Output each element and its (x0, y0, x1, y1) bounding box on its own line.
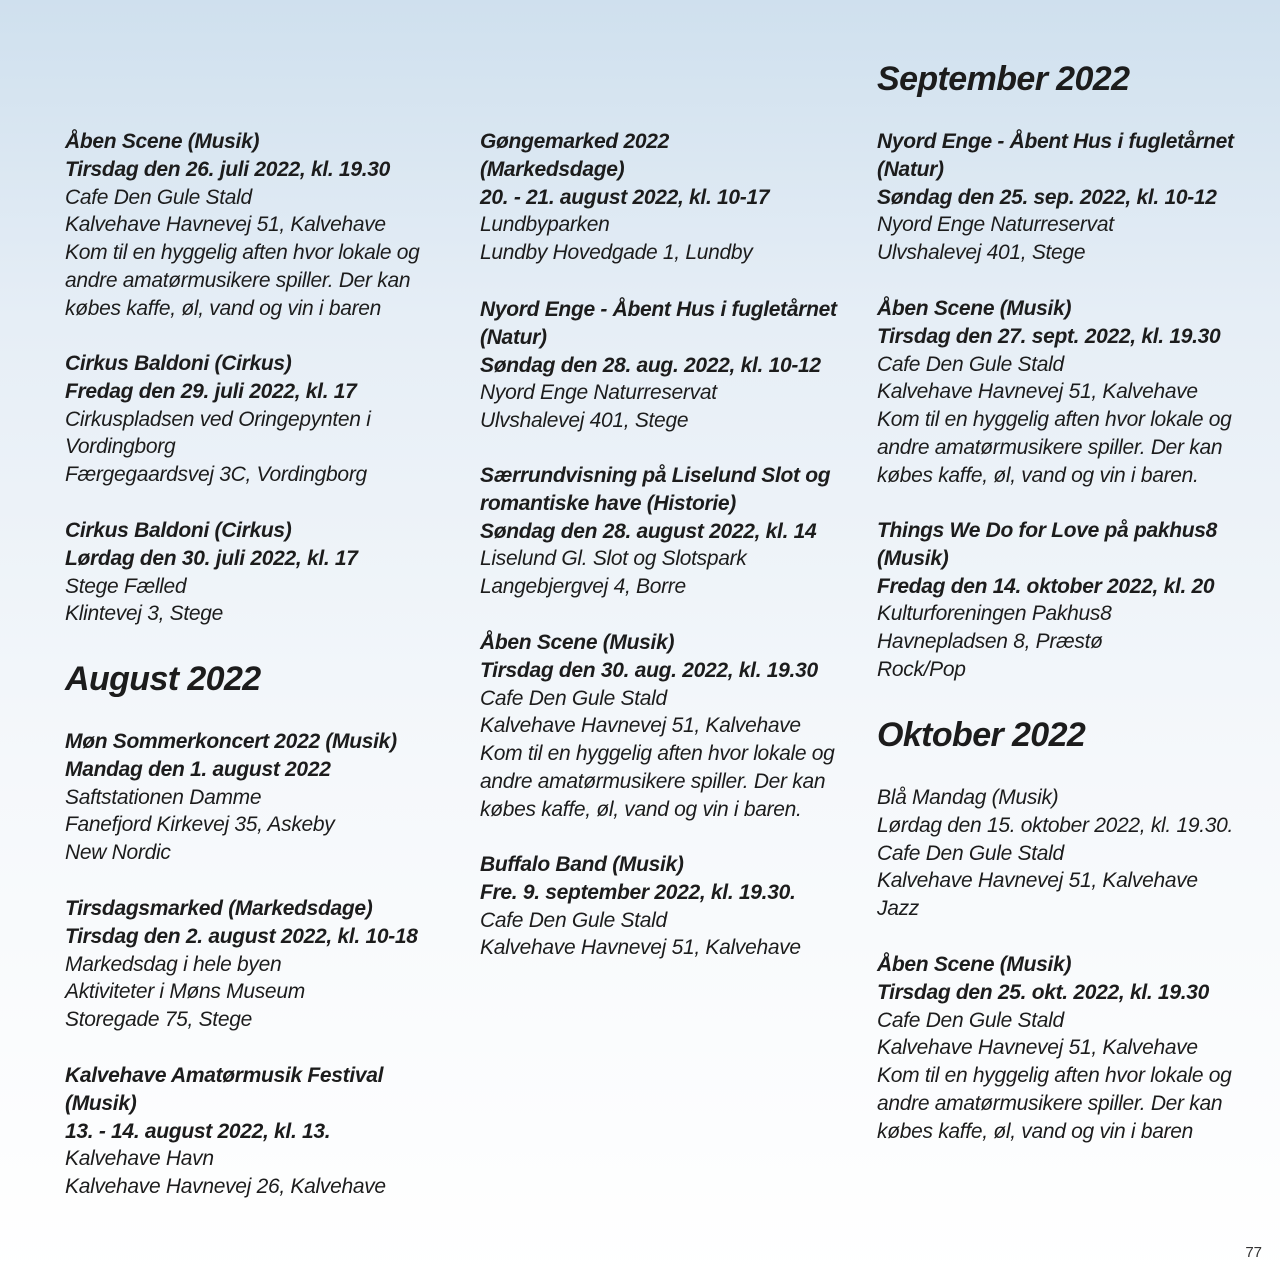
event-detail-line: New Nordic (65, 841, 171, 865)
event-entry (877, 128, 1257, 267)
event-entry (480, 629, 860, 824)
event-heading-line: Særrundvisning på Liselund Slot og (480, 464, 831, 487)
event-heading-line: Søndag den 25. sep. 2022, kl. 10-12 (877, 185, 1217, 209)
month-heading: Oktober 2022 (877, 716, 1086, 754)
event-detail-line: andre amatørmusikere spiller. Der kan (480, 769, 826, 793)
event-detail-line: købes kaffe, øl, vand og vin i baren (65, 296, 382, 320)
event-detail-line: Nyord Enge Naturreservat (480, 381, 717, 405)
event-heading-line: 13. - 14. august 2022, kl. 13. (65, 1119, 331, 1143)
event-heading-line: Cirkus Baldoni (Cirkus) (65, 519, 292, 542)
page-number: 77 (1245, 1244, 1262, 1261)
event-detail-line: Ulvshalevej 401, Stege (877, 241, 1086, 265)
event-detail-line: Cafe Den Gule Stald (480, 686, 667, 710)
event-heading-line: Åben Scene (Musik) (877, 953, 1072, 976)
event-heading-line: Fre. 9. september 2022, kl. 19.30. (480, 880, 796, 904)
event-heading-line: romantiske have (Historie) (480, 491, 736, 515)
event-detail-line: Storegade 75, Stege (65, 1008, 252, 1032)
event-heading-line: (Natur) (877, 157, 944, 181)
event-detail-line: Kalvehave Havn (65, 1147, 214, 1171)
event-entry (480, 851, 860, 962)
event-entry (480, 296, 860, 435)
event-heading-line: Møn Sommerkoncert 2022 (Musik) (65, 730, 397, 753)
event-detail-line: Jazz (877, 897, 919, 921)
event-detail-line: Fanefjord Kirkevej 35, Askeby (65, 813, 335, 837)
event-detail-line: Kom til en hyggelig aften hvor lokale og (877, 1064, 1232, 1088)
event-heading-line: Søndag den 28. august 2022, kl. 14 (480, 519, 817, 543)
event-detail-line: købes kaffe, øl, vand og vin i baren. (480, 797, 802, 821)
event-detail-line: Nyord Enge Naturreservat (877, 213, 1114, 237)
event-heading-line: 20. - 21. august 2022, kl. 10-17 (480, 185, 770, 209)
event-entry (65, 728, 445, 867)
event-detail-line: Kalvehave Havnevej 51, Kalvehave (877, 869, 1198, 893)
event-detail-line: Kalvehave Havnevej 51, Kalvehave (480, 936, 801, 960)
event-detail-line: Rock/Pop (877, 657, 966, 681)
event-detail-line: købes kaffe, øl, vand og vin i baren. (877, 463, 1199, 487)
event-heading-line: Tirsdag den 2. august 2022, kl. 10-18 (65, 924, 418, 948)
event-heading-line: Lørdag den 30. juli 2022, kl. 17 (65, 546, 358, 570)
event-heading-line: Fredag den 29. juli 2022, kl. 17 (65, 379, 357, 403)
event-detail-line: Lundby Hovedgade 1, Lundby (480, 241, 753, 265)
event-heading-line: (Markedsdage) (480, 157, 625, 181)
event-detail-line: Aktiviteter i Møns Museum (65, 980, 305, 1004)
event-heading-line: Nyord Enge - Åbent Hus i fugletårnet (480, 298, 837, 321)
month-heading: August 2022 (65, 660, 261, 698)
event-detail-line: Stege Fælled (65, 574, 187, 598)
event-detail-line: Saftstationen Damme (65, 785, 262, 809)
event-entry (65, 1062, 445, 1201)
event-detail-line: Lørdag den 15. oktober 2022, kl. 19.30. (877, 813, 1234, 837)
event-heading-line: Tirsdagsmarked (Markedsdage) (65, 897, 373, 920)
event-detail-line: Cafe Den Gule Stald (877, 1008, 1064, 1032)
event-heading-line: Åben Scene (Musik) (65, 130, 260, 153)
event-detail-line: Ulvshalevej 401, Stege (480, 409, 689, 433)
event-detail-line: Kulturforeningen Pakhus8 (877, 602, 1112, 626)
event-entry (480, 128, 860, 267)
event-heading-line: Nyord Enge - Åbent Hus i fugletårnet (877, 130, 1234, 153)
event-entry (480, 462, 860, 601)
event-heading-line: Tirsdag den 26. juli 2022, kl. 19.30 (65, 157, 390, 181)
event-detail-line: andre amatørmusikere spiller. Der kan (65, 268, 411, 292)
event-heading-line: Tirsdag den 25. okt. 2022, kl. 19.30 (877, 980, 1209, 1004)
event-detail-line: andre amatørmusikere spiller. Der kan (877, 435, 1223, 459)
event-heading-line: Søndag den 28. aug. 2022, kl. 10-12 (480, 353, 821, 377)
event-heading-line: Gøngemarked 2022 (480, 130, 669, 153)
event-detail-line: Kom til en hyggelig aften hvor lokale og (65, 241, 420, 265)
event-entry (65, 517, 445, 628)
event-heading-line: (Natur) (480, 325, 547, 349)
month-heading: September 2022 (877, 60, 1130, 98)
event-detail-line: Liselund Gl. Slot og Slotspark (480, 547, 747, 571)
event-heading-line: Åben Scene (Musik) (877, 297, 1072, 320)
event-heading-line: Kalvehave Amatørmusik Festival (65, 1064, 384, 1087)
event-detail-line: Cafe Den Gule Stald (480, 908, 667, 932)
event-entry (877, 295, 1257, 490)
event-detail-line: Havnepladsen 8, Præstø (877, 630, 1103, 654)
event-heading-line: Fredag den 14. oktober 2022, kl. 20 (877, 574, 1215, 598)
event-detail-line: Klintevej 3, Stege (65, 602, 224, 626)
event-entry (877, 784, 1257, 923)
event-heading-line: (Musik) (65, 1091, 137, 1115)
event-detail-line: Cafe Den Gule Stald (65, 185, 252, 209)
event-detail-line: Cafe Den Gule Stald (877, 841, 1064, 865)
event-heading-line: Things We Do for Love på pakhus8 (877, 519, 1218, 542)
event-detail-line: Blå Mandag (Musik) (877, 786, 1059, 809)
event-entry (877, 951, 1257, 1146)
event-detail-line: Kom til en hyggelig aften hvor lokale og (480, 742, 835, 766)
event-detail-line: Vordingborg (65, 435, 176, 459)
event-detail-line: Lundbyparken (480, 213, 610, 237)
event-entry (877, 517, 1257, 684)
event-entry (65, 895, 445, 1034)
event-detail-line: Cafe Den Gule Stald (877, 352, 1064, 376)
event-heading-line: Cirkus Baldoni (Cirkus) (65, 352, 292, 375)
event-detail-line: købes kaffe, øl, vand og vin i baren (877, 1119, 1194, 1143)
event-heading-line: Tirsdag den 30. aug. 2022, kl. 19.30 (480, 658, 818, 682)
event-detail-line: Kalvehave Havnevej 51, Kalvehave (480, 714, 801, 738)
event-detail-line: Kalvehave Havnevej 51, Kalvehave (877, 1036, 1198, 1060)
event-detail-line: Kom til en hyggelig aften hvor lokale og (877, 408, 1232, 432)
event-heading-line: Mandag den 1. august 2022 (65, 757, 331, 781)
event-detail-line: Cirkuspladsen ved Oringepynten i (65, 407, 371, 431)
event-entry (65, 350, 445, 489)
event-detail-line: andre amatørmusikere spiller. Der kan (877, 1091, 1223, 1115)
event-detail-line: Færgegaardsvej 3C, Vordingborg (65, 463, 367, 487)
event-detail-line: Langebjergvej 4, Borre (480, 575, 686, 599)
event-detail-line: Kalvehave Havnevej 51, Kalvehave (65, 213, 386, 237)
event-detail-line: Kalvehave Havnevej 26, Kalvehave (65, 1175, 386, 1199)
event-heading-line: Buffalo Band (Musik) (480, 853, 684, 876)
event-detail-line: Markedsdag i hele byen (65, 952, 282, 976)
event-heading-line: Tirsdag den 27. sept. 2022, kl. 19.30 (877, 324, 1221, 348)
event-heading-line: (Musik) (877, 546, 949, 570)
event-entry (65, 128, 445, 323)
event-heading-line: Åben Scene (Musik) (480, 631, 675, 654)
event-detail-line: Kalvehave Havnevej 51, Kalvehave (877, 380, 1198, 404)
